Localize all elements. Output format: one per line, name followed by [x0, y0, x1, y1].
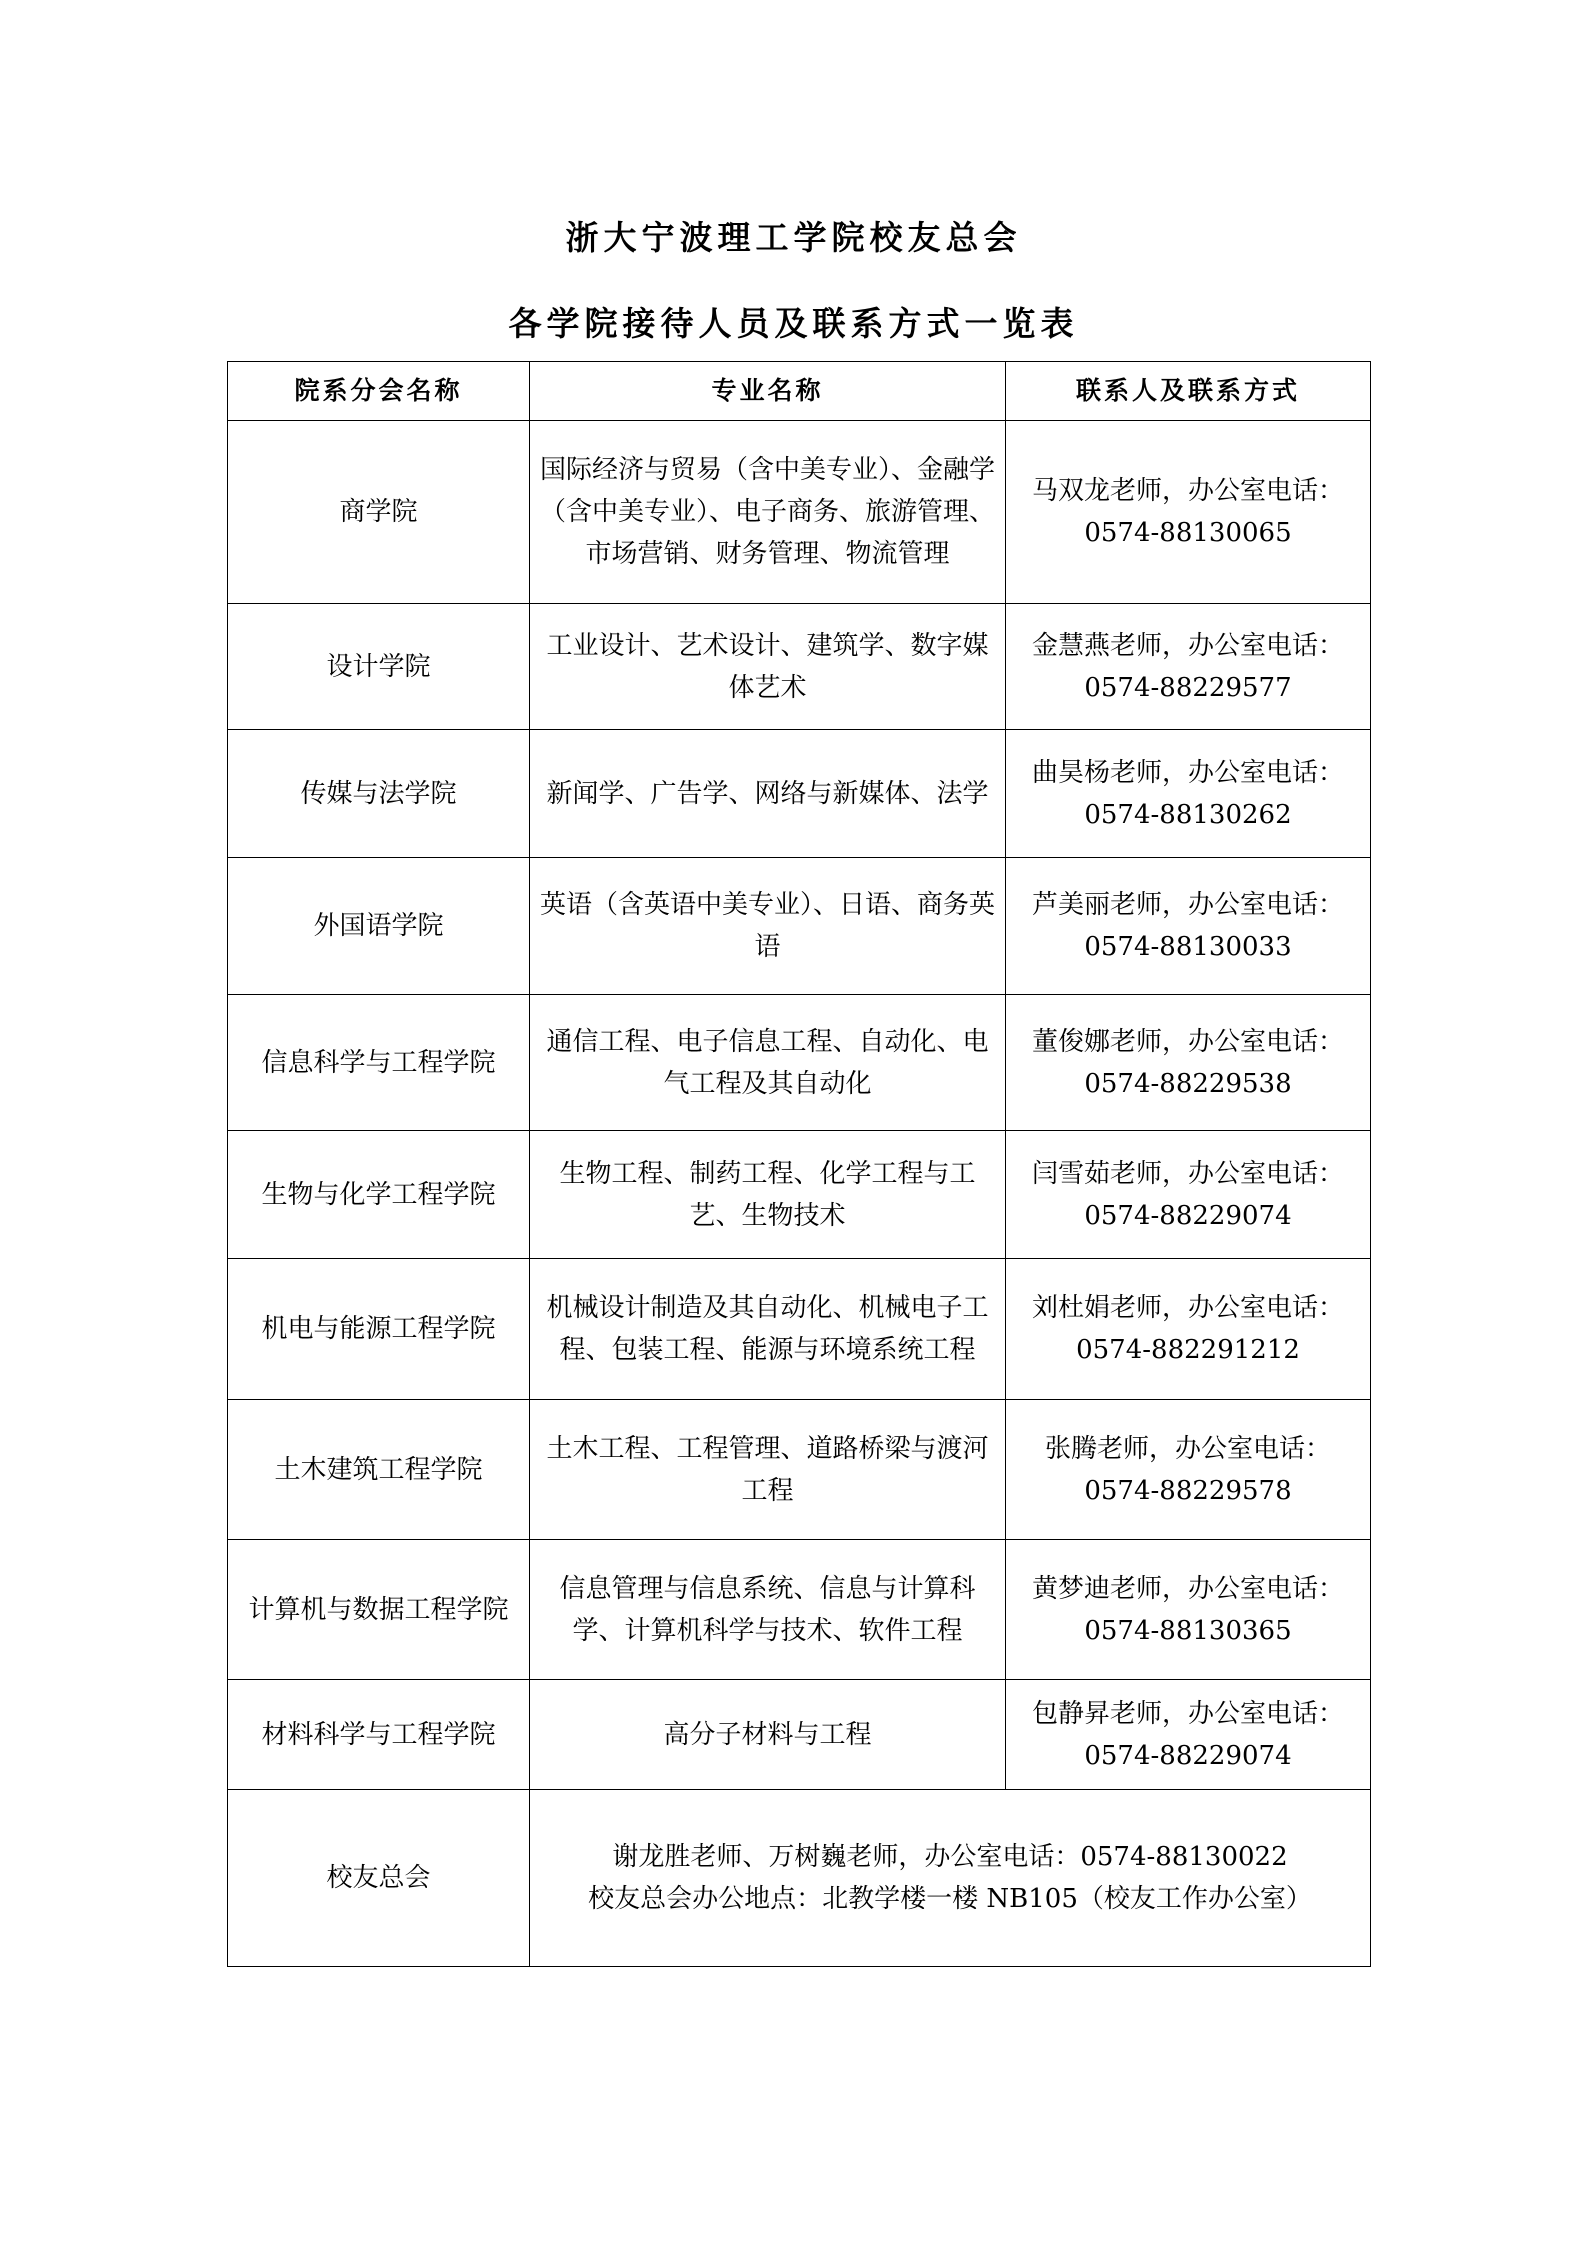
alumni-row: [228, 1790, 1371, 1967]
alumni-contact-cell: [530, 1790, 1371, 1967]
table-header-row: [228, 362, 1371, 421]
contact-phone: 0574-88229577: [1084, 672, 1292, 703]
table-row: [228, 1400, 1371, 1540]
contact-name: 闫雪茹老师，办公室电话：: [1031, 1158, 1344, 1189]
contact-cell: [1006, 1540, 1371, 1680]
table-row: [228, 1131, 1371, 1259]
contact-cell: [1006, 1400, 1371, 1540]
contacts-table: [227, 361, 1371, 1967]
contact-name: 包静昇老师，办公室电话：: [1031, 1698, 1344, 1729]
contact-cell: [1006, 421, 1371, 604]
contact-cell: [1006, 730, 1371, 858]
contact-cell: [1006, 1680, 1371, 1790]
contact-name: 芦美丽老师，办公室电话：: [1031, 890, 1344, 920]
college-cell: 设计学院: [228, 604, 530, 730]
contact-name: 曲昊杨老师，办公室电话：: [1031, 757, 1344, 788]
contact-name: 马双龙老师，办公室电话：: [1031, 476, 1344, 506]
document-title: 浙大宁波理工学院校友总会: [565, 218, 1022, 257]
college-cell: 土木建筑工程学院: [228, 1400, 530, 1540]
majors-cell: 英语（含英语中美专业）、日语、商务英语: [530, 858, 1006, 995]
contact-cell: [1006, 995, 1371, 1131]
contact-phone: 0574-882291212: [1076, 1335, 1300, 1365]
majors-cell: 国际经济与贸易（含中美专业）、金融学（含中美专业）、电子商务、旅游管理、市场营销、财务管理、物流管理: [530, 421, 1006, 604]
majors-cell: 新闻学、广告学、网络与新媒体、法学: [530, 730, 1006, 858]
contact-cell: [1006, 858, 1371, 995]
table-row: [228, 858, 1371, 995]
college-cell: 计算机与数据工程学院: [228, 1540, 530, 1680]
contact-phone: 0574-88130365: [1084, 1615, 1292, 1646]
contact-cell: [1006, 1259, 1371, 1400]
contact-cell: [1006, 1131, 1371, 1259]
contact-cell: [1006, 604, 1371, 730]
table-row: [228, 604, 1371, 730]
majors-cell: 土木工程、工程管理、道路桥梁与渡河工程: [530, 1400, 1006, 1540]
majors-cell: 高分子材料与工程: [530, 1680, 1006, 1790]
table-row: [228, 995, 1371, 1131]
table-row: [228, 1680, 1371, 1790]
contact-phone: 0574-88229538: [1084, 1068, 1292, 1099]
college-cell: 生物与化学工程学院: [228, 1131, 530, 1259]
majors-cell: 生物工程、制药工程、化学工程与工艺、生物技术: [530, 1131, 1006, 1259]
table-row: [228, 1259, 1371, 1400]
contact-phone: 0574-88229074: [1084, 1200, 1292, 1231]
header-contact: 联系人及联系方式: [1006, 362, 1371, 421]
contact-name: 黄梦迪老师，办公室电话：: [1031, 1573, 1344, 1604]
contact-name: 刘杜娟老师，办公室电话：: [1031, 1293, 1344, 1323]
header-college: 院系分会名称: [228, 362, 530, 421]
college-cell: 机电与能源工程学院: [228, 1259, 530, 1400]
majors-cell: 信息管理与信息系统、信息与计算科学、计算机科学与技术、软件工程: [530, 1540, 1006, 1680]
contact-phone: 0574-88229074: [1084, 1740, 1292, 1771]
contact-phone: 0574-88130033: [1084, 932, 1292, 962]
college-cell: 信息科学与工程学院: [228, 995, 530, 1131]
contact-name: 董俊娜老师，办公室电话：: [1031, 1026, 1344, 1057]
document-subtitle: 各学院接待人员及联系方式一览表: [508, 304, 1079, 343]
alumni-contact-names: 谢龙胜老师、万树巍老师，办公室电话：0574-88130022: [612, 1842, 1288, 1872]
alumni-office-location: 校友总会办公地点：北教学楼一楼 NB105（校友工作办公室）: [588, 1884, 1312, 1914]
college-cell: 商学院: [228, 421, 530, 604]
contact-name: 张腾老师，办公室电话：: [1044, 1433, 1331, 1464]
contact-phone: 0574-88229578: [1084, 1475, 1292, 1506]
header-majors: 专业名称: [530, 362, 1006, 421]
college-cell: 外国语学院: [228, 858, 530, 995]
contact-name: 金慧燕老师，办公室电话：: [1031, 630, 1344, 661]
majors-cell: 机械设计制造及其自动化、机械电子工程、包装工程、能源与环境系统工程: [530, 1259, 1006, 1400]
college-cell: 校友总会: [228, 1790, 530, 1967]
college-cell: 材料科学与工程学院: [228, 1680, 530, 1790]
contact-phone: 0574-88130065: [1084, 518, 1292, 548]
table-row: [228, 1540, 1371, 1680]
college-cell: 传媒与法学院: [228, 730, 530, 858]
majors-cell: 工业设计、艺术设计、建筑学、数字媒体艺术: [530, 604, 1006, 730]
majors-cell: 通信工程、电子信息工程、自动化、电气工程及其自动化: [530, 995, 1006, 1131]
table-row: [228, 421, 1371, 604]
table-row: [228, 730, 1371, 858]
contact-phone: 0574-88130262: [1084, 799, 1292, 830]
